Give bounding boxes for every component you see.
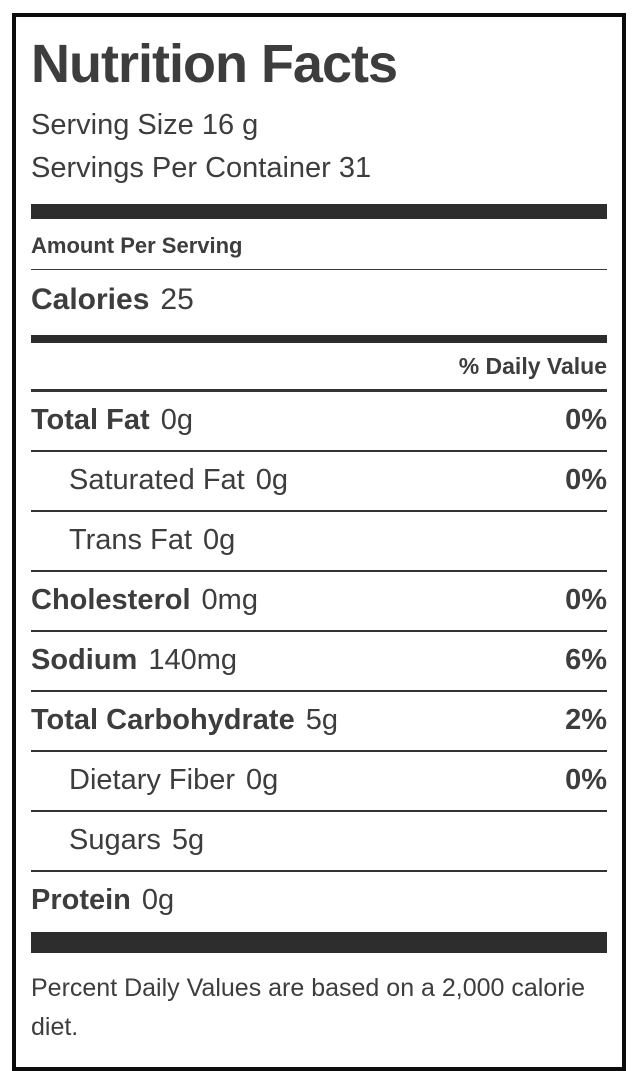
nutrient-left [69,764,278,797]
nutrient-amount: 0mg [201,584,258,617]
nutrient-daily-value: 0% [565,464,607,497]
nutrient-row-saturated-fat [31,452,607,512]
nutrient-name: Cholesterol [31,584,191,617]
label-title: Nutrition Facts [31,34,398,94]
nutrient-row-dietary-fiber [31,752,607,812]
nutrient-left [31,644,237,677]
nutrient-amount: 0g [255,464,288,497]
nutrient-amount: 0g [160,404,193,437]
nutrient-daily-value: 2% [565,704,607,737]
nutrient-name: Sugars [69,824,161,857]
nutrient-left [31,884,174,917]
nutrient-daily-value: 0% [565,584,607,617]
calories-row [31,270,607,331]
nutrient-left [31,704,338,737]
medium-separator-bar [31,335,607,343]
nutrition-label [12,13,626,1071]
nutrient-left [31,404,193,437]
nutrient-row-total-fat [31,392,607,452]
nutrient-row-trans-fat [31,512,607,572]
servings-per-container-line: Servings Per Container 31 [31,152,372,185]
nutrient-left [69,464,288,497]
nutrient-amount: 140mg [148,644,238,677]
nutrient-daily-value: 0% [565,404,607,437]
thick-separator-bar-top [31,204,607,219]
serving-size-line: Serving Size 16 g [31,109,259,142]
nutrient-left [31,584,258,617]
nutrient-left [69,824,204,857]
nutrient-name: Total Fat [31,404,150,437]
amount-per-serving-heading: Amount Per Serving [31,219,607,270]
nutrient-amount: 5g [305,704,338,737]
nutrient-name: Sodium [31,644,138,677]
nutrient-name: Trans Fat [69,524,193,557]
calories-value: 25 [160,283,194,317]
nutrient-row-sugars [31,812,607,872]
nutrient-amount: 5g [171,824,205,857]
nutrient-left [69,524,235,557]
nutrient-amount: 0g [203,524,236,557]
nutrient-name: Protein [31,884,131,917]
nutrient-row-protein [31,872,607,930]
nutrient-name: Saturated Fat [69,464,245,497]
thick-separator-bar-bottom [31,932,607,953]
calories-label: Calories [31,283,150,317]
nutrient-name: Total Carbohydrate [31,704,295,737]
nutrient-row-sodium [31,632,607,692]
footnote: Percent Daily Values are based on a 2,000 calorie diet. [31,974,586,1042]
nutrient-daily-value: 6% [565,644,607,677]
nutrient-amount: 0g [141,884,175,917]
nutrient-daily-value: 0% [565,764,607,797]
nutrient-row-cholesterol [31,572,607,632]
nutrient-amount: 0g [246,764,279,797]
nutrient-row-total-carbohydrate [31,692,607,752]
daily-value-header: % Daily Value [31,343,607,392]
nutrient-name: Dietary Fiber [69,764,235,797]
